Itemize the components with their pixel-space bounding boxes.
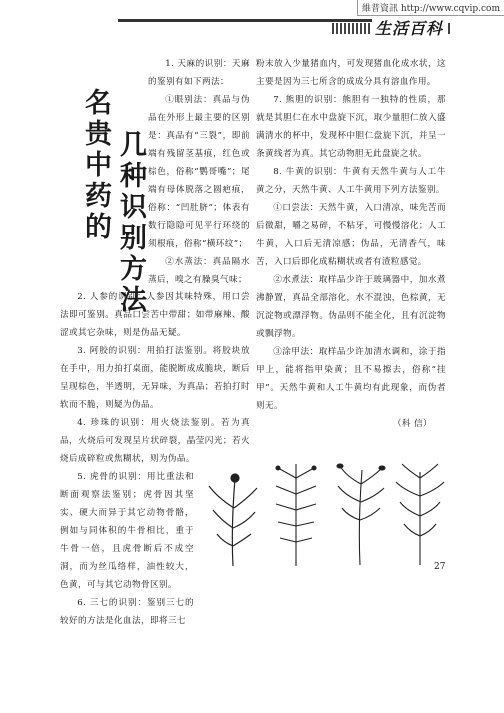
paragraph: 5. 虎骨的识别：用比重法和断面观察法鉴别；虎骨因其坚实、硬大而异于其它动物骨骼，例如与同体积的牛骨相比，重于牛骨一倍，且虎骨断后不成空洞，而为丝瓜络样，油性较大，色黄，可与其它动物骨区别。 (60, 472, 194, 590)
page-number: 27 (434, 562, 446, 572)
paragraph: 4. 珍珠的识别：用火烧法鉴别。若为真品，火烧后可发现呈片状碎裂，晶莹闪光；若火烧后成碎粒或焦糊状，则为伪品。 (60, 418, 250, 464)
herb-illustration-2 (268, 458, 326, 568)
paragraph: ①眼别法：真品与伪品在外形上最主要的区别是：真品有“三裂”，即前端有残留茎基痕，红色或棕色，俗称“鹦哥嘴”；尾端有母体脱落之圆疤痕，俗称：“凹肚脐”；体表有数行隐隐可见平行环绕的须根痕，俗称“横环纹”； (148, 95, 250, 249)
paragraph: 7. 熊胆的识别：熊胆有一独特的性质，那就是其胆仁在水中盘旋下沉，取少量胆仁放入盛满清水的杯中，发现杯中胆仁盘旋下沉，并呈一条黄线者为真。其它动物胆无此盘旋之状。 (256, 95, 446, 159)
paragraph: 1. 天麻的识别：天麻的鉴别有如下两法： (148, 59, 250, 87)
article-column-top (148, 55, 250, 289)
section-tag: 生活百科 (372, 16, 446, 39)
paragraph: 粉末放入少量猪血内，可发现猪血化成水状，这主要是因为三七所含的成成分具有溶血作用。 (256, 59, 446, 87)
paragraph: 8. 牛黄的识别：牛黄有天然牛黄与人工牛黄之分，天然牛黄、人工牛黄用下列方法鉴别。 (256, 167, 446, 195)
paragraph: ①口尝法：天然牛黄，入口清凉，味先苦而后微甜，嚼之易碎，不粘牙，可慢慢溶化；人工牛黄，入口后无清凉感；伪品，无清香气，味苦，入口后即化成粘糊状或者有渣粒感觉。 (256, 203, 446, 267)
watermark: 維普資訊 http://www.cqvip.com (357, 0, 504, 16)
title-line-2: 几种识别方法 (115, 130, 146, 316)
article-column-bottom (60, 468, 194, 630)
herb-illustration-4 (392, 462, 448, 567)
author-credit: （科 信） (392, 419, 432, 429)
paragraph: ②水蒸法：真品隔水蒸后，嗅之有臊臭气味； (148, 257, 250, 285)
title-line-1: 名贵中药的 (80, 88, 111, 243)
section-header (332, 14, 452, 40)
paragraph: ③涂甲法：取样品少许加清水调和，涂于指甲上，能将指甲染黄；且不易擦去，俗称“挂甲”。天然牛黄和人工牛黄均有此现象，而伪者则无。 (256, 347, 446, 411)
paragraph: 3. 阿胶的识别：用拍打法鉴别。将胶块放在手中，用力拍打桌面，能脱断成成脆块，断后呈现棕色，半透明，无异味，为真品；若拍打时软而不脆，则疑为伪品。 (60, 346, 250, 410)
paragraph: 2. 人参的识别：人参因其味特殊，用口尝法即可鉴别。真品口尝苦中带甜；如带麻辣、酸涩或其它杂味，则是伪品无疑。 (60, 292, 250, 338)
paragraph: ②水煮法：取样品少许于玻璃器中，加水煮沸静置，真品全部溶化，水不混浊，色棕黄，无沉淀物或漂浮物。伪品则不能全化，且有沉淀物或飘浮物。 (256, 275, 446, 339)
paragraph: 6. 三七的识别：鉴别三七的较好的方法是化血法，即将三七 (60, 598, 194, 626)
article-column-right (256, 55, 446, 433)
herb-illustration-3 (332, 462, 388, 567)
article-column-middle (60, 288, 250, 468)
herb-illustration-1 (203, 468, 263, 568)
